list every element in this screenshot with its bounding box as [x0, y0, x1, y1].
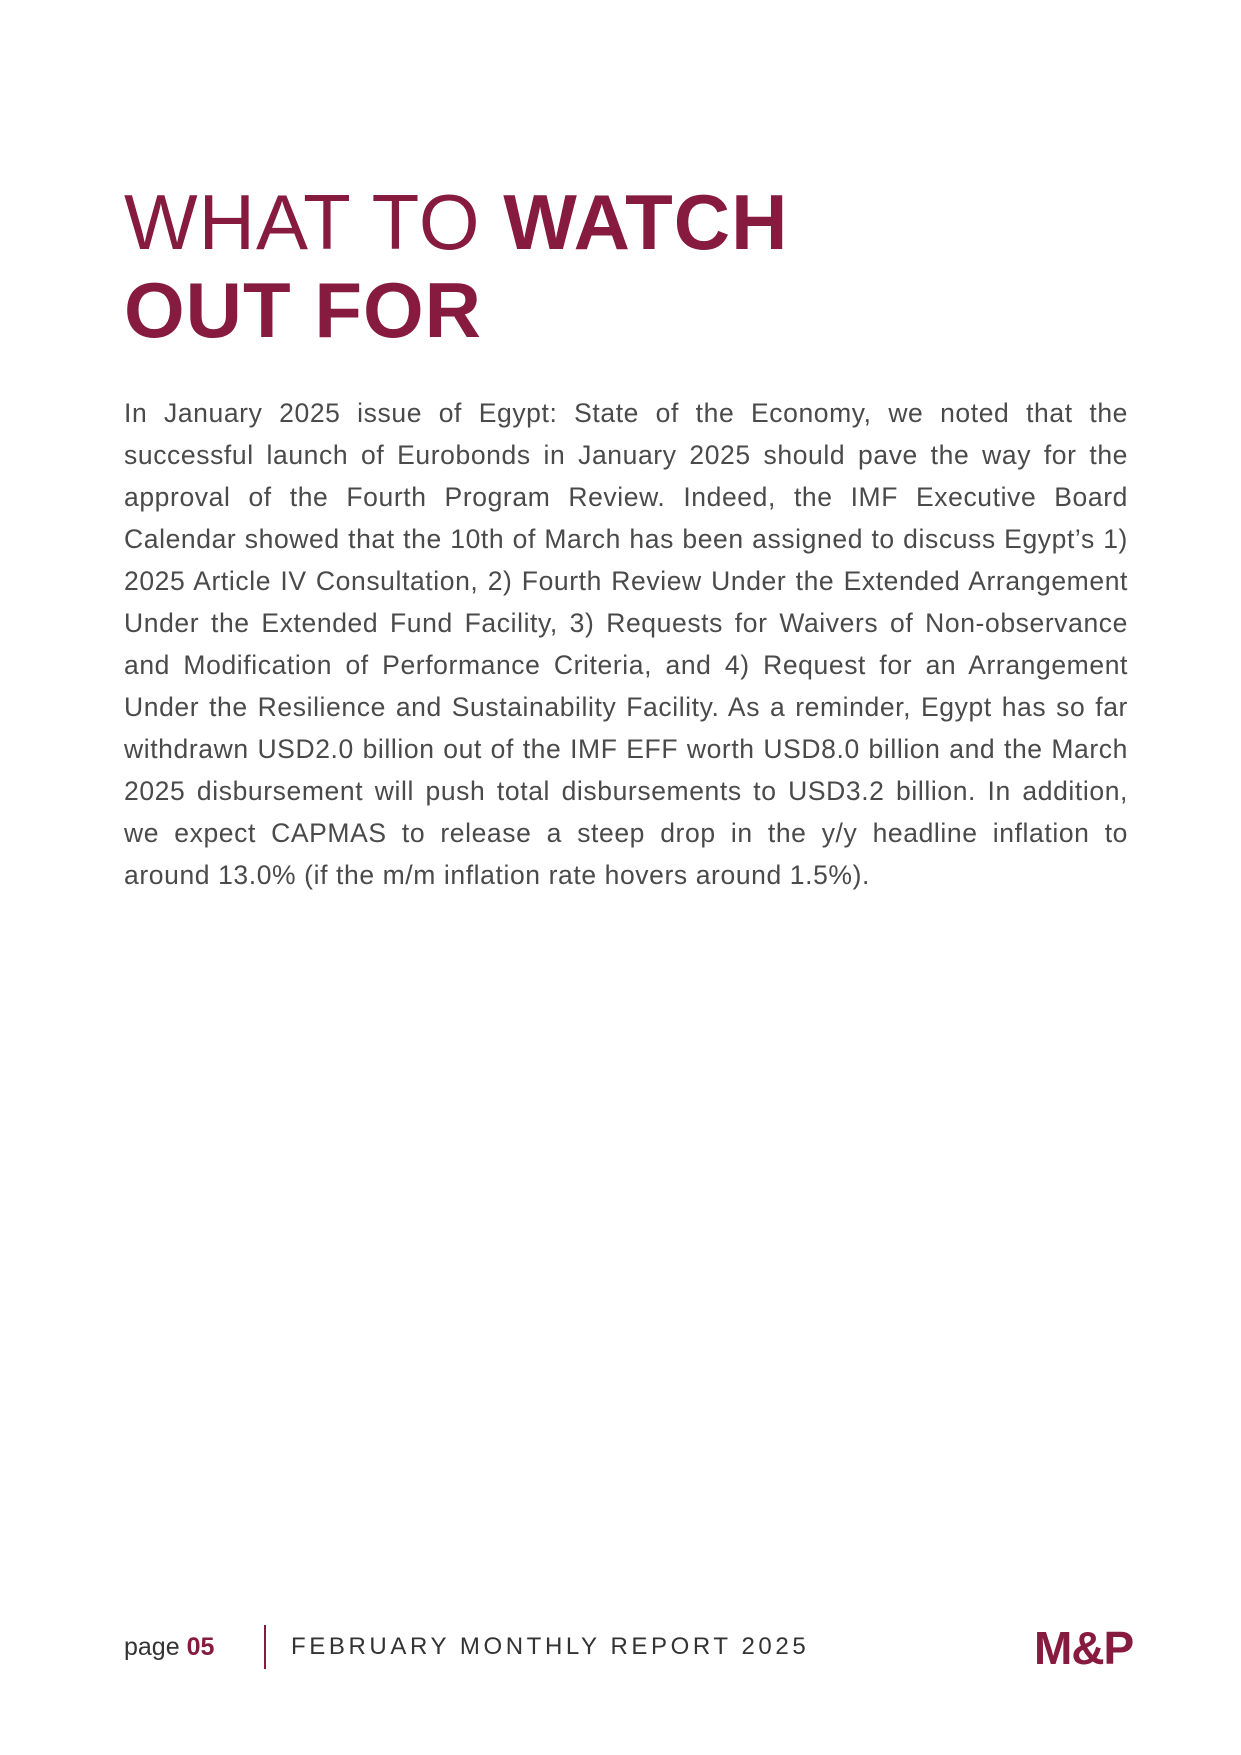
- page-footer: [124, 1622, 1184, 1675]
- title-line-two: OUT FOR: [124, 266, 482, 354]
- body-paragraph: In January 2025 issue of Egypt: State of the Economy, we noted that the successful launch of Eurobonds in January 2025 should pave the way for the approval of the Fourth Program Review. Indeed, the IMF Executive Board Calendar showed that the 10th of March has been assigned to discuss Egypt’s 1) 2025 Article IV Consultation, 2) Fourth Review Under the Extended Arrangement Under the Extended Fund Facility, 3) Requests for Waivers of Non-observance and Modification of Performance Criteria, and 4) Request for an Arrangement Under the Resilience and Sustainability Facility. As a reminder, Egypt has so far withdrawn USD2.0 billion out of the IMF EFF worth USD8.0 billion and the March 2025 disbursement will push total disbursements to USD3.2 billion. In addition, we expect CAPMAS to release a steep drop in the y/y headline inflation to around 13.0% (if the m/m inflation rate hovers around 1.5%).: [124, 398, 1128, 890]
- report-title: FEBRUARY MONTHLY REPORT 2025: [291, 1633, 810, 1660]
- page-prefix: page: [124, 1633, 187, 1661]
- company-logo: M&P: [1034, 1622, 1134, 1674]
- page-title: [124, 178, 788, 354]
- page-number: 05: [186, 1633, 215, 1661]
- footer-divider: [264, 1625, 266, 1669]
- title-part-bold: WATCH: [503, 178, 789, 266]
- page-indicator: [124, 1633, 214, 1662]
- title-part-light: WHAT TO: [124, 178, 504, 266]
